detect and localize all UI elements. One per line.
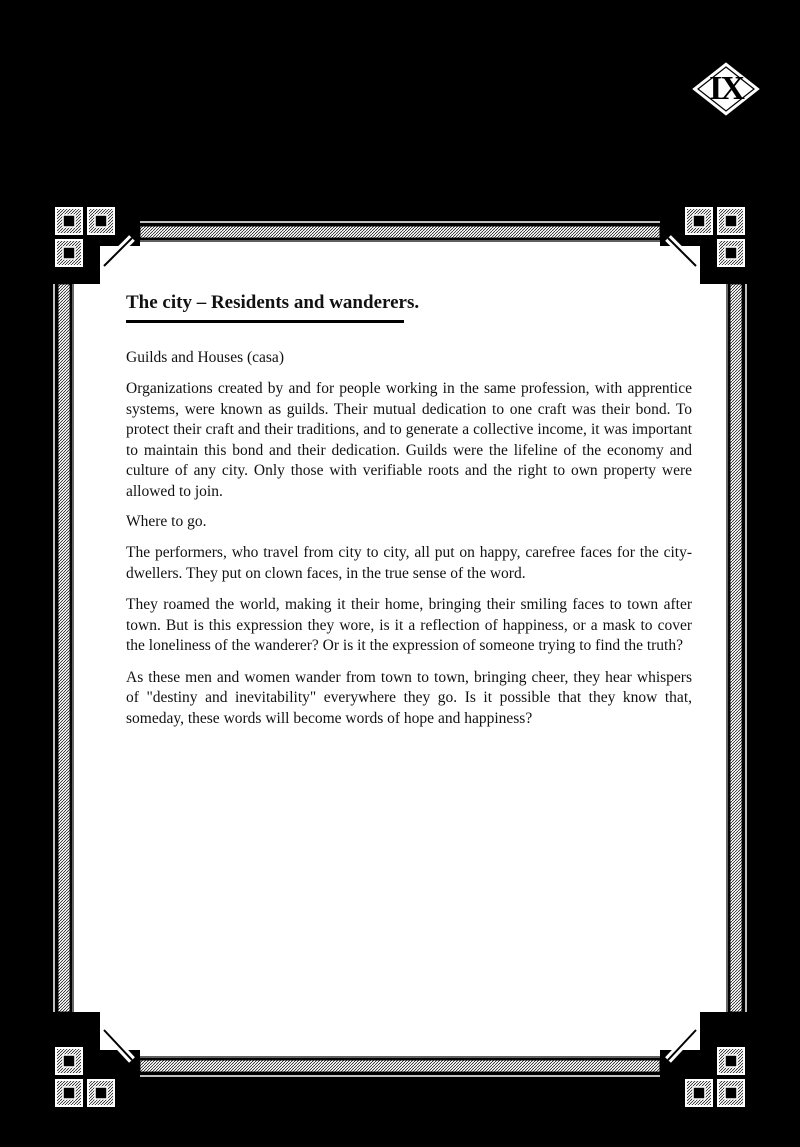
chapter-numeral: IX — [709, 70, 743, 107]
subheading-where-to-go: Where to go. — [126, 513, 207, 530]
subheading-guilds: Guilds and Houses (casa) — [126, 349, 284, 366]
paragraph-wanderers: As these men and women wander from town to town, bringing cheer, they hear whispers of "destiny and inevitability" everywhere they go. Is it possible that they know that, someday, these words will become words of hope and happiness? — [126, 668, 692, 727]
paragraph-guilds: Organizations created by and for people working in the same profession, with apprentice systems, were known as guilds. Their mutual dedication to one craft was their bond. To protect their craft and their traditions, and to generate a collective income, it was important to maintain this bond and their dedication. Guilds were the lifeline of the economy and culture of any city. Only those with verifiable roots and the right to own property were allowed to join. — [126, 380, 692, 500]
section-title: The city – Residents and wanderers. — [126, 292, 420, 313]
title-underline — [126, 320, 404, 323]
paragraph-performers: The performers, who travel from city to city, all put on happy, carefree faces for the city-dwellers. They put on clown faces, in the true sense of the word. — [126, 544, 692, 582]
page-content — [126, 292, 692, 740]
paragraph-roamed: They roamed the world, making it their home, bringing their smiling faces to town after town. But is this expression they wore, is it a reflection of happiness, or a mask to cover the loneliness of the wanderer? Or is it the expression of someone trying to find the truth? — [126, 596, 692, 654]
